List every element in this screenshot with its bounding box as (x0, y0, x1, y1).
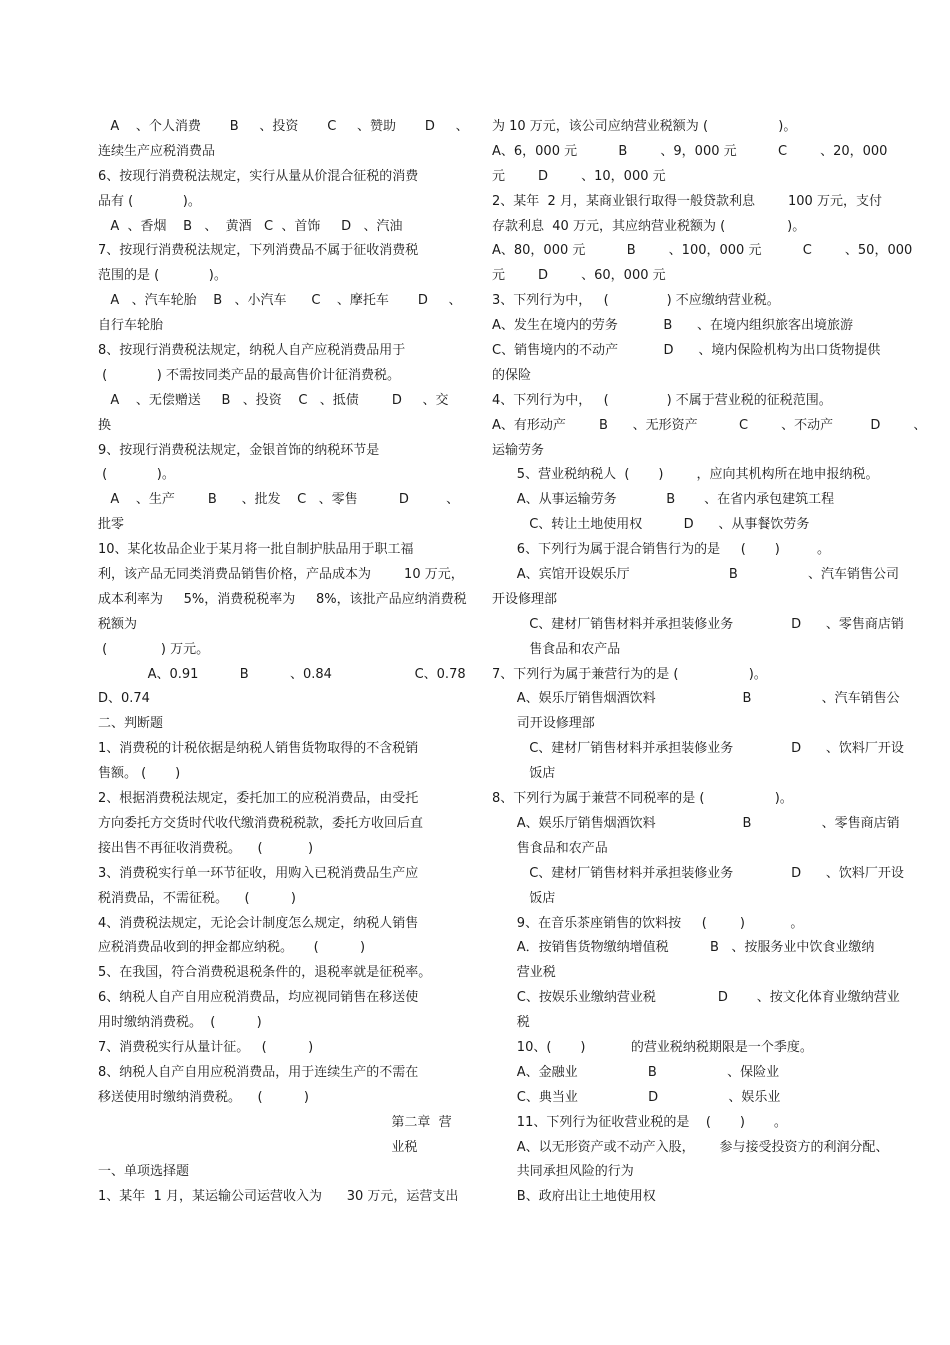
text-line: 元 D 、10，000 元 (492, 168, 666, 184)
text-line: 为 10 万元，该公司应纳营业税额为 ( )。 (492, 119, 797, 134)
text-line: A．按销售货物缴纳增值税 B 、按服务业中饮食业缴纳 (492, 940, 875, 956)
text-line: 换 (98, 417, 112, 433)
text-line: 二、判断题 (98, 716, 164, 732)
text-line: C、建材厂销售材料并承担装修业务 D 、饮料厂开设 (492, 741, 904, 757)
text-line: 元 D 、60，000 元 (492, 268, 666, 284)
text-line: 3、消费税实行单一环节征收，用购入已税消费品生产应 (98, 865, 419, 881)
text-line: 批零 (98, 517, 125, 533)
text-line: 利，该产品无同类消费品销售价格，产品成本为 10 万元， (98, 567, 464, 583)
text-line: 业税 (98, 1139, 418, 1155)
text-line: 7、下列行为属于兼营行为的是 ( )。 (492, 666, 767, 682)
text-line: 8、按现行消费税法规定，纳税人自产应税消费品用于 (98, 343, 406, 359)
text-line: A、娱乐厅销售烟酒饮料 B 、零售商店销 (492, 815, 900, 831)
text-line: C、建材厂销售材料并承担装修业务 D 、零售商店销 (492, 616, 904, 632)
text-line: 2、根据消费税法规定，委托加工的应税消费品，由受托 (98, 791, 419, 807)
text-line: 连续生产应税消费品 (98, 143, 216, 159)
text-line: 一、单项选择题 (98, 1164, 190, 1180)
text-line: 税额为 (98, 616, 138, 632)
text-line: C、按娱乐业缴纳营业税 D 、按文化体育业缴纳营业 (492, 990, 900, 1006)
text-line: 运输劳务 (492, 442, 545, 458)
text-line: 9、在音乐茶座销售的饮料按 ( ) 。 (492, 915, 804, 931)
text-line: C、建材厂销售材料并承担装修业务 D 、饮料厂开设 (492, 865, 904, 881)
text-line: 接出售不再征收消费税。 ( ) (98, 840, 314, 856)
text-line: 6、按现行消费税法规定，实行从量从价混合征税的消费 (98, 168, 419, 184)
text-line: 1、消费税的计税依据是纳税人销售货物取得的不含税销 (98, 741, 419, 757)
text-line: 税消费品，不需征税。 ( ) (98, 890, 296, 906)
text-line: 6、下列行为属于混合销售行为的是 ( ) 。 (492, 542, 830, 558)
text-line: 移送使用时缴纳消费税。 ( ) (98, 1089, 309, 1105)
text-line: 司开设修理部 (492, 716, 595, 732)
text-line: 11、下列行为征收营业税的是 ( ) 。 (492, 1114, 787, 1130)
text-line: 应税消费品收到的押金都应纳税。 ( ) (98, 940, 366, 956)
text-line: A、0.91 B 、0.84 C、0.78 (98, 666, 466, 682)
text-line: 饭店 (492, 890, 556, 906)
text-line: 10、( ) 的营业税纳税期限是一个季度。 (492, 1039, 813, 1055)
text-line: A 、无偿赠送 B 、投资 C 、抵债 D 、交 (98, 392, 449, 408)
text-line: 7、按现行消费税法规定，下列消费品不属于征收消费税 (98, 243, 419, 259)
text-line: A、发生在境内的劳务 B 、在境内组织旅客出境旅游 (492, 318, 854, 334)
text-line: A、金融业 B 、保险业 (492, 1064, 780, 1080)
text-line: C、销售境内的不动产 D 、境内保险机构为出口货物提供 (492, 343, 881, 359)
text-line: 8、纳税人自产自用应税消费品，用于连续生产的不需在 (98, 1064, 419, 1080)
right-column (492, 115, 927, 1210)
text-line: 2、某年 2 月，某商业银行取得一般贷款利息 100 万元，支付 (492, 193, 882, 209)
text-line: 的保险 (492, 367, 532, 383)
text-line: ( ) 万元。 (98, 641, 210, 657)
text-line: 售食品和农产品 (492, 840, 608, 856)
text-line: 开设修理部 (492, 591, 558, 607)
text-line: A 、汽车轮胎 B 、小汽车 C 、摩托车 D 、 (98, 293, 462, 309)
text-line: 自行车轮胎 (98, 318, 164, 334)
text-line: C、转让土地使用权 D 、从事餐饮劳务 (492, 517, 810, 533)
text-line: 第二章 营 (98, 1114, 452, 1130)
text-line: 方向委托方交货时代收代缴消费税税款，委托方收回后直 (98, 815, 424, 831)
text-line: 品有 ( )。 (98, 193, 201, 209)
text-line: A、娱乐厅销售烟酒饮料 B 、汽车销售公 (492, 691, 900, 707)
text-line: ( )。 (98, 467, 175, 483)
text-line: A 、香烟 B 、 黄酒 C 、首饰 D 、汽油 (98, 218, 403, 234)
text-line: 5、营业税纳税人 ( ) ，应向其机构所在地申报纳税。 (492, 467, 879, 483)
text-line: 8、下列行为属于兼营不同税率的是 ( )。 (492, 791, 793, 807)
text-line: A、6，000 元 B 、9，000 元 C 、20，000 (492, 143, 888, 159)
text-line: A、80，000 元 B 、100，000 元 C 、50，000 (492, 243, 913, 259)
text-line: 成本利率为 5%，消费税税率为 8%，该批产品应纳消费税 (98, 591, 467, 607)
text-line: 共同承担风险的行为 (492, 1164, 634, 1180)
text-line: 7、消费税实行从量计征。 ( ) (98, 1039, 314, 1055)
text-line: A、有形动产 B 、无形资产 C 、不动产 D 、 (492, 417, 927, 433)
text-line: D、0.74 (98, 691, 150, 707)
text-line: 税 (492, 1015, 530, 1031)
text-line: A、宾馆开设娱乐厅 B 、汽车销售公司 (492, 567, 900, 583)
text-line: 3、下列行为中， ( ) 不应缴纳营业税。 (492, 293, 780, 309)
text-line: 4、下列行为中， ( ) 不属于营业税的征税范围。 (492, 392, 832, 408)
text-line: 9、按现行消费税法规定，金银首饰的纳税环节是 (98, 442, 380, 458)
text-line: ( ) 不需按同类产品的最高售价计征消费税。 (98, 367, 400, 383)
text-line: 5、在我国，符合消费税退税条件的，退税率就是征税率。 (98, 965, 432, 981)
text-line: 营业税 (492, 965, 556, 981)
text-line: 饭店 (492, 766, 556, 782)
text-line: A 、生产 B 、批发 C 、零售 D 、 (98, 492, 460, 508)
text-line: C、典当业 D 、娱乐业 (492, 1089, 781, 1105)
text-line: A、以无形资产或不动产入股， 参与接受投资方的利润分配、 (492, 1139, 889, 1155)
text-line: 用时缴纳消费税。 ( ) (98, 1015, 262, 1031)
text-line: 售额。 ( ) (98, 766, 181, 782)
text-line: 10、某化妆品企业于某月将一批自制护肤品用于职工福 (98, 542, 414, 558)
text-line: 范围的是 ( )。 (98, 268, 227, 284)
text-line: 6、纳税人自产自用应税消费品，均应视同销售在移送使 (98, 990, 419, 1006)
text-line: 4、消费税法规定，无论会计制度怎么规定，纳税人销售 (98, 915, 419, 931)
text-line: B、政府出让土地使用权 (492, 1189, 656, 1205)
text-line: 1、某年 1 月，某运输公司运营收入为 30 万元，运营支出 (98, 1189, 459, 1205)
text-line: 存款利息 40 万元，其应纳营业税额为 ( )。 (492, 218, 806, 234)
left-column (98, 115, 469, 1210)
text-line: A、从事运输劳务 B 、在省内承包建筑工程 (492, 492, 835, 508)
text-line: 售食品和农产品 (492, 641, 621, 657)
text-line: A 、个人消费 B 、投资 C 、赞助 D 、 (98, 119, 469, 134)
